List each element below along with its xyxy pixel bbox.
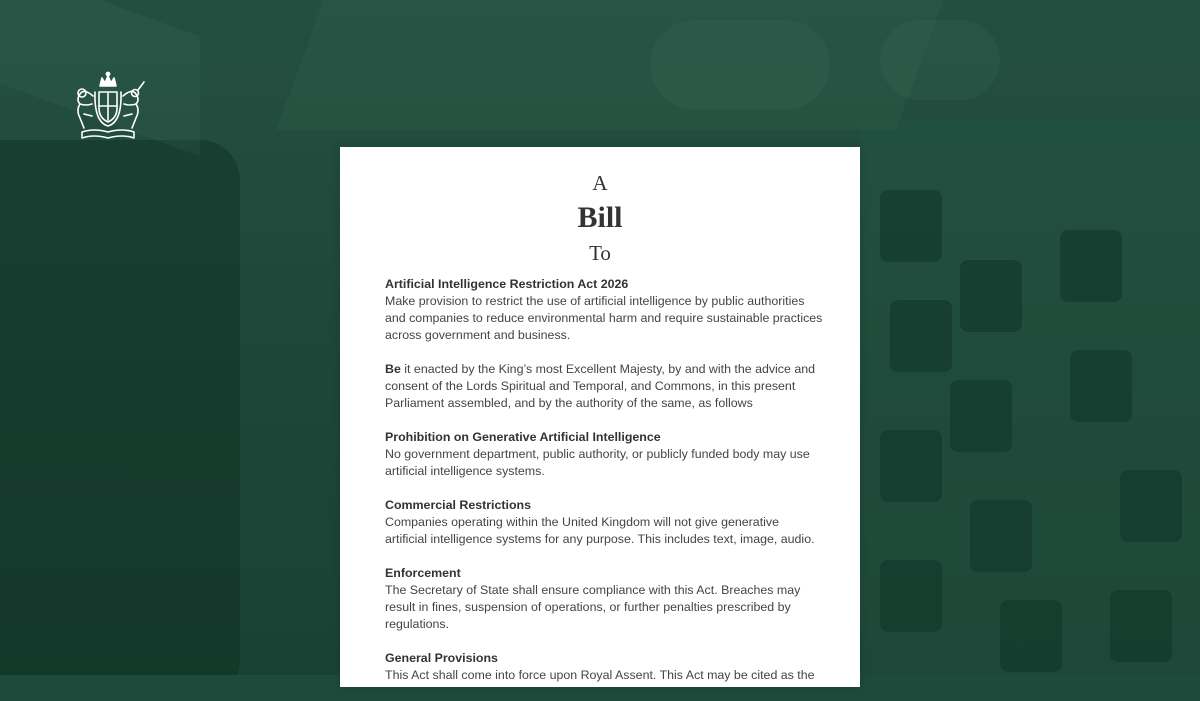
section-line: This Act shall come into force upon Royal Assent. This Act may be cited as the — [385, 668, 815, 682]
section-line: regulations. — [385, 617, 450, 631]
section-heading: General Provisions — [385, 651, 498, 665]
section-line: Companies operating within the United Kingdom will not give generative — [385, 515, 779, 529]
summary-line: and companies to reduce environmental harm and require sustainable practices — [385, 311, 823, 325]
background-window — [1060, 230, 1122, 302]
section-heading: Enforcement — [385, 566, 461, 580]
section-heading: Prohibition on Generative Artificial Intelligence — [385, 430, 661, 444]
background-window — [1120, 470, 1182, 542]
heading-to: To — [589, 241, 611, 265]
enacting-formula — [385, 361, 825, 412]
background-window — [880, 560, 942, 632]
background-window — [880, 430, 942, 502]
background-window — [880, 190, 942, 262]
background-window — [890, 300, 952, 372]
section-line: artificial intelligence systems. — [385, 464, 545, 478]
background-window — [1070, 350, 1132, 422]
heading-bill: Bill — [577, 201, 623, 234]
enacting-bold-word: Be — [385, 362, 401, 376]
enacting-line: Parliament assembled, and by the authority of the same, as follows — [385, 396, 753, 410]
section-prohibition — [385, 429, 825, 480]
act-title: Artificial Intelligence Restriction Act 2026 — [385, 277, 629, 291]
bill-document — [340, 147, 860, 687]
heading-a: A — [592, 171, 608, 195]
section-general — [385, 650, 825, 684]
section-line: No government department, public authority, or publicly funded body may use — [385, 447, 810, 461]
background-window — [1000, 600, 1062, 672]
background-window — [970, 500, 1032, 572]
bill-content — [385, 276, 825, 701]
background-window — [1110, 590, 1172, 662]
section-line: The Secretary of State shall ensure compliance with this Act. Breaches may — [385, 583, 801, 597]
enacting-line: consent of the Lords Spiritual and Temporal, and Commons, in this present — [385, 379, 796, 393]
background-window — [960, 260, 1022, 332]
summary-line: Make provision to restrict the use of artificial intelligence by public authorities — [385, 294, 805, 308]
background-light-beam — [276, 0, 943, 130]
section-enforcement — [385, 565, 825, 633]
summary-line: across government and business. — [385, 328, 571, 342]
section-commercial — [385, 497, 825, 548]
section-line: artificial intelligence systems for any purpose. This includes text, image, audio. — [385, 532, 815, 546]
enacting-line: it enacted by the King’s most Excellent Majesty, by and with the advice and — [400, 362, 816, 376]
section-line: result in fines, suspension of operations, or further penalties prescribed by — [385, 600, 791, 614]
act-title-block — [385, 276, 825, 344]
background-arch — [880, 20, 1000, 100]
background-shadow-left — [0, 140, 240, 675]
background-arch — [650, 20, 830, 110]
section-heading: Commercial Restrictions — [385, 498, 531, 512]
royal-coat-of-arms-icon — [66, 70, 150, 142]
background-window — [950, 380, 1012, 452]
